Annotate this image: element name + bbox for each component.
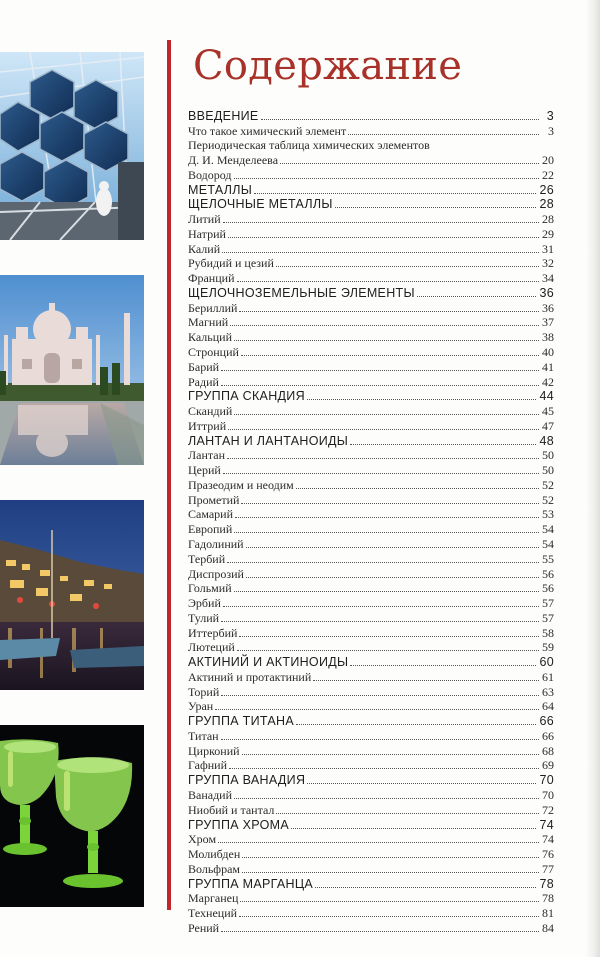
toc-entry [188, 699, 554, 714]
toc-entry [188, 374, 554, 389]
toc-entry [188, 123, 554, 138]
toc-page-number: 72 [542, 802, 554, 817]
toc-entry-title: Титан [188, 728, 219, 743]
toc-page-number: 45 [542, 404, 554, 419]
dot-leader [229, 768, 539, 769]
toc-entry-title: Уран [188, 699, 214, 714]
dot-leader [246, 547, 539, 548]
toc-page-number: 32 [542, 256, 554, 271]
dot-leader [221, 739, 539, 740]
toc-page-number: 28 [539, 197, 554, 212]
toc-entry-title: Молибден [188, 847, 241, 862]
dot-leader [237, 281, 540, 282]
toc-page-number: 20 [542, 153, 554, 168]
page-edge-shadow [586, 0, 600, 957]
toc-page-number: 70 [542, 787, 554, 802]
toc-entry-title: Магний [188, 315, 229, 330]
toc-entry-title: Франций [188, 271, 235, 286]
toc-entry [188, 640, 554, 655]
toc-page-number: 50 [542, 448, 554, 463]
toc-entry [188, 138, 554, 153]
dot-leader [307, 399, 537, 400]
dot-leader [234, 591, 539, 592]
toc-page-number: 36 [542, 300, 554, 315]
toc-page-number: 50 [542, 463, 554, 478]
dot-leader [239, 311, 539, 312]
toc-entry-title: Бериллий [188, 300, 238, 315]
toc-page-number: 56 [542, 566, 554, 581]
toc-entry-title: ГРУППА СКАНДИЯ [188, 389, 305, 404]
toc-entry-title: Европий [188, 522, 233, 537]
toc-entry [188, 684, 554, 699]
toc-entry-title: Торий [188, 684, 220, 699]
toc-entry-title: Марганец [188, 891, 239, 906]
toc-section-heading [188, 772, 554, 787]
toc-page-number: 22 [542, 167, 554, 182]
toc-entry [188, 610, 554, 625]
toc-entry-title: Эрбий [188, 596, 221, 611]
toc-entry [188, 329, 554, 344]
toc-page-number: 47 [542, 418, 554, 433]
toc-entry-title: Кальций [188, 330, 233, 345]
toc-page-number: 74 [542, 832, 554, 847]
toc-entry-title: ГРУППА МАРГАНЦА [188, 876, 314, 891]
toc-entry [188, 507, 554, 522]
photo-uranium-glass [0, 725, 144, 907]
dot-leader [307, 783, 536, 784]
dot-leader [230, 325, 539, 326]
toc-entry-title: Церий [188, 463, 221, 478]
dot-leader [296, 724, 536, 725]
dot-leader [276, 266, 539, 267]
toc-entry-title: АКТИНИЙ И АКТИНОИДЫ [188, 655, 349, 670]
toc-entry [188, 344, 554, 359]
dot-leader [221, 931, 539, 932]
toc-page-number: 52 [542, 492, 554, 507]
toc-page-number: 36 [539, 285, 554, 300]
dot-leader [234, 178, 539, 179]
toc-entry-title: Литий [188, 212, 221, 227]
dot-leader [280, 163, 539, 164]
dot-leader [222, 252, 539, 253]
toc-entry-title: Натрий [188, 226, 226, 241]
toc-page-number: 68 [542, 743, 554, 758]
accent-vertical-rule [167, 40, 171, 910]
toc-entry-title: Цирконий [188, 743, 240, 758]
dot-leader [234, 798, 539, 799]
toc-entry-title: Ниобий и тантал [188, 802, 275, 817]
toc-page-number: 28 [542, 212, 554, 227]
toc-entry [188, 536, 554, 551]
toc-page-number: 53 [542, 507, 554, 522]
toc-entry-title: Самарий [188, 507, 234, 522]
toc-entry [188, 477, 554, 492]
toc-entry [188, 832, 554, 847]
toc-entry-title: Радий [188, 374, 219, 389]
dot-leader [227, 458, 539, 459]
dot-leader [215, 709, 539, 710]
toc-entry-title: Гадолиний [188, 536, 244, 551]
toc-entry [188, 241, 554, 256]
toc-entry-title: Рубидий и цезий [188, 256, 274, 271]
toc-entry [188, 256, 554, 271]
toc-page-number: 78 [539, 876, 554, 891]
toc-entry [188, 743, 554, 758]
toc-section-heading [188, 654, 554, 669]
dot-leader [228, 237, 539, 238]
dot-leader [276, 813, 539, 814]
toc-entry [188, 891, 554, 906]
toc-page-number: 38 [542, 330, 554, 345]
dot-leader [261, 119, 539, 120]
dot-leader [246, 577, 539, 578]
toc-entry [188, 315, 554, 330]
toc-page-number: 52 [542, 477, 554, 492]
toc-entry [188, 300, 554, 315]
toc-entry-title: Иттербий [188, 625, 238, 640]
toc-entry-title: Водород [188, 167, 232, 182]
dot-leader [237, 650, 539, 651]
dot-leader [240, 901, 539, 902]
dot-leader [291, 828, 536, 829]
dot-leader [223, 606, 539, 607]
toc-entry-title: Актиний и протактиний [188, 669, 312, 684]
toc-entry-title: МЕТАЛЛЫ [188, 182, 253, 197]
toc-entry [188, 359, 554, 374]
toc-entry-title: Лантан [188, 448, 226, 463]
toc-page-number: 54 [542, 536, 554, 551]
dot-leader [234, 532, 539, 533]
dot-leader [221, 621, 539, 622]
toc-page-number: 58 [542, 625, 554, 640]
toc-entry [188, 403, 554, 418]
dot-leader [335, 207, 537, 208]
photo-telescope-mirror [0, 52, 144, 240]
toc-section-heading [188, 285, 554, 300]
toc-section-heading [188, 389, 554, 404]
toc-entry-title: ГРУППА ВАНАДИЯ [188, 773, 306, 788]
toc-page-number: 84 [542, 920, 554, 935]
toc-page-number: 42 [542, 374, 554, 389]
toc-entry-title: ВВЕДЕНИЕ [188, 108, 259, 123]
toc-page-number: 41 [542, 359, 554, 374]
toc-page-number: 60 [539, 655, 554, 670]
dot-leader [315, 887, 536, 888]
toc-entry [188, 802, 554, 817]
toc-entry-title: Технеций [188, 906, 238, 921]
toc-page-number: 59 [542, 640, 554, 655]
toc-page-number: 76 [542, 847, 554, 862]
dot-leader [313, 680, 539, 681]
toc-entry-title: Ванадий [188, 787, 233, 802]
toc-page-number: 26 [539, 182, 554, 197]
toc-entry [188, 448, 554, 463]
toc-page-number: 69 [542, 758, 554, 773]
toc-page-number: 81 [542, 906, 554, 921]
toc-entry [188, 492, 554, 507]
dot-leader [235, 517, 539, 518]
toc-section-heading [188, 182, 554, 197]
dot-leader [242, 872, 539, 873]
telescope-mirror-illustration [0, 52, 144, 240]
toc-page-number: 77 [542, 861, 554, 876]
dot-leader [417, 296, 537, 297]
toc-entry [188, 167, 554, 182]
toc-entry-title: Калий [188, 241, 221, 256]
toc-entry [188, 566, 554, 581]
toc-page-number: 44 [539, 389, 554, 404]
toc-section-heading [188, 713, 554, 728]
toc-entry-title: Рений [188, 920, 220, 935]
toc-page-number: 29 [542, 226, 554, 241]
toc-page-number: 31 [542, 241, 554, 256]
toc-page-number: 37 [542, 315, 554, 330]
toc-page-number: 57 [542, 610, 554, 625]
toc-entry [188, 905, 554, 920]
toc-entry [188, 270, 554, 285]
toc-page-number: 3 [548, 123, 554, 138]
table-of-contents [188, 108, 554, 935]
toc-page-number: 63 [542, 684, 554, 699]
dot-leader [254, 193, 536, 194]
toc-entry [188, 551, 554, 566]
toc-entry [188, 728, 554, 743]
toc-page-number: 34 [542, 271, 554, 286]
dot-leader [221, 385, 539, 386]
toc-entry-title: Что такое химический элемент [188, 123, 347, 138]
toc-entry-title: Диспрозий [188, 566, 244, 581]
toc-section-heading [188, 876, 554, 891]
toc-entry [188, 581, 554, 596]
toc-entry [188, 226, 554, 241]
dot-leader [223, 473, 539, 474]
night-harbor-illustration [0, 500, 144, 690]
toc-entry-title: Скандий [188, 404, 233, 419]
toc-entry-title: Периодическая таблица химических элементов [188, 138, 430, 153]
toc-entry-title: ГРУППА ХРОМА [188, 817, 290, 832]
toc-section-heading [188, 817, 554, 832]
toc-entry-title: Барий [188, 359, 220, 374]
toc-page-number: 55 [542, 551, 554, 566]
dot-leader [239, 916, 539, 917]
dot-leader [234, 340, 539, 341]
toc-page-number: 78 [542, 891, 554, 906]
toc-entry-title: ЩЕЛОЧНЫЕ МЕТАЛЛЫ [188, 197, 333, 212]
photo-night-harbor [0, 500, 144, 690]
photo-taj-mahal [0, 275, 144, 465]
toc-entry-title: Тербий [188, 551, 226, 566]
dot-leader [234, 414, 539, 415]
page-title: Содержание [193, 43, 463, 89]
dot-leader [223, 222, 539, 223]
toc-entry [188, 211, 554, 226]
dot-leader [296, 488, 539, 489]
dot-leader [350, 444, 536, 445]
toc-entry-title: ГРУППА ТИТАНА [188, 714, 294, 729]
toc-entry-title: Гольмий [188, 581, 232, 596]
toc-entry-title: Тулий [188, 610, 220, 625]
dot-leader [241, 503, 539, 504]
toc-entry [188, 521, 554, 536]
toc-page-number: 61 [542, 669, 554, 684]
toc-entry-title: Д. И. Менделеева [188, 153, 279, 168]
dot-leader [239, 636, 539, 637]
toc-page-number: 48 [539, 433, 554, 448]
dot-leader [227, 562, 539, 563]
toc-entry-title: Стронций [188, 345, 239, 360]
toc-entry-title: ЩЕЛОЧНОЗЕМЕЛЬНЫЕ ЭЛЕМЕНТЫ [188, 285, 415, 300]
dot-leader [221, 370, 539, 371]
dot-leader [218, 842, 539, 843]
uranium-glass-illustration [0, 725, 144, 907]
dot-leader [241, 355, 539, 356]
toc-page-number: 3 [546, 108, 554, 123]
dot-leader [242, 754, 539, 755]
toc-section-heading [188, 433, 554, 448]
toc-entry [188, 787, 554, 802]
toc-entry-title: Хром [188, 832, 217, 847]
toc-entry [188, 595, 554, 610]
toc-page-number: 66 [539, 714, 554, 729]
taj-mahal-illustration [0, 275, 144, 465]
dot-leader [348, 134, 539, 135]
toc-entry [188, 758, 554, 773]
toc-entry-title: Лютеций [188, 640, 235, 655]
toc-entry [188, 861, 554, 876]
dot-leader [221, 695, 539, 696]
toc-entry [188, 669, 554, 684]
toc-entry [188, 462, 554, 477]
dot-leader [242, 857, 539, 858]
toc-page-number: 40 [542, 345, 554, 360]
toc-entry [188, 418, 554, 433]
toc-page-number: 54 [542, 522, 554, 537]
toc-entry [188, 152, 554, 167]
toc-entry-title: Вольфрам [188, 861, 241, 876]
toc-page-number: 57 [542, 596, 554, 611]
toc-entry [188, 625, 554, 640]
dot-leader [350, 665, 536, 666]
toc-section-heading [188, 197, 554, 212]
toc-section-heading [188, 108, 554, 123]
toc-entry-title: ЛАНТАН И ЛАНТАНОИДЫ [188, 433, 349, 448]
toc-entry-title: Иттрий [188, 418, 227, 433]
toc-page-number: 74 [539, 817, 554, 832]
dot-leader [228, 429, 539, 430]
toc-page-number: 66 [542, 728, 554, 743]
toc-entry [188, 920, 554, 935]
toc-entry-title: Гафний [188, 758, 228, 773]
toc-entry [188, 846, 554, 861]
toc-entry-title: Прометий [188, 492, 240, 507]
toc-page-number: 70 [539, 773, 554, 788]
toc-entry-title: Празеодим и неодим [188, 477, 294, 492]
toc-page-number: 64 [542, 699, 554, 714]
toc-page-number: 56 [542, 581, 554, 596]
